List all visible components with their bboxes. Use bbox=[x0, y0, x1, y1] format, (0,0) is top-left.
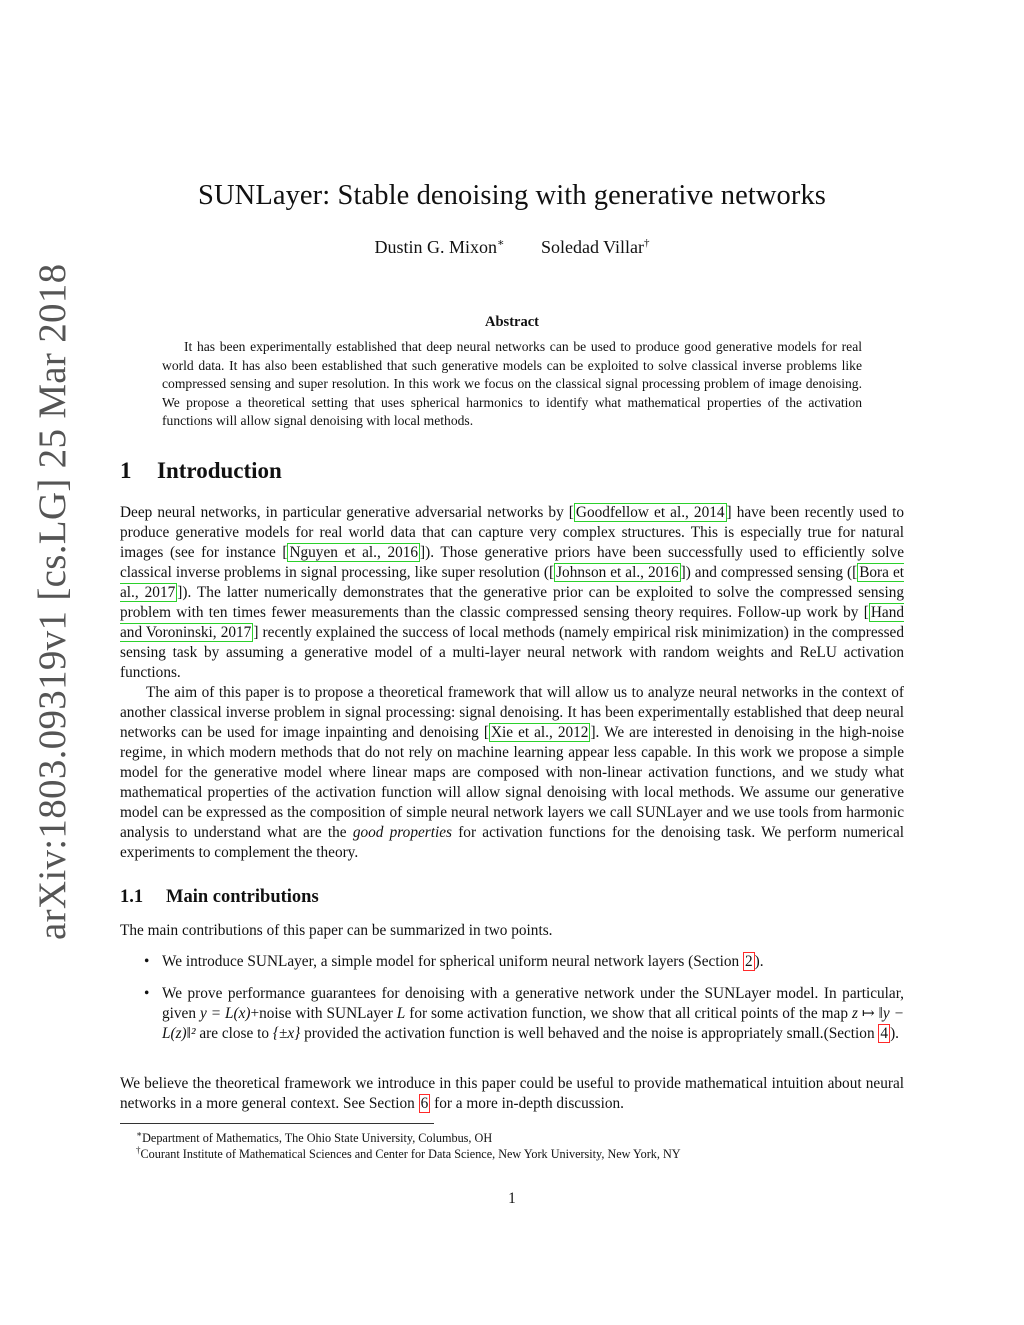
author-footnote-mark: † bbox=[644, 237, 650, 249]
author-footnote-mark: ∗ bbox=[496, 237, 505, 249]
text-span: for some activation function, we show that all critical points of the map bbox=[405, 1005, 852, 1022]
subsection-heading-main-contributions bbox=[120, 887, 319, 908]
author-list bbox=[0, 236, 1024, 258]
footnote-affiliation-2 bbox=[136, 1143, 681, 1162]
subsection-number: 1.1 bbox=[120, 887, 144, 907]
text-span: +noise with SUNLayer bbox=[250, 1005, 397, 1022]
emphasis-text: good properties bbox=[352, 824, 452, 841]
text-span: We believe the theoretical framework we introduce in this paper could be useful to provide mathematical intuition about neural networks in a more general context. See Section bbox=[120, 1075, 904, 1112]
footnote-text: Courant Institute of Mathematical Sciences and Center for Data Science, New York University, New York, NY bbox=[140, 1147, 681, 1162]
author-1 bbox=[374, 236, 504, 258]
text-span: provided the activation function is well behaved and the noise is appropriately small.(Section bbox=[300, 1025, 879, 1042]
footnote-mark: ∗ bbox=[136, 1129, 143, 1139]
section-title: Introduction bbox=[157, 458, 282, 483]
section-reference-link[interactable]: 2 bbox=[744, 953, 753, 970]
footnote-divider bbox=[120, 1123, 434, 1124]
text-span: ] have been recently used to produce generative models for real world data that can capture very complex structures. This is especially true for natural images (see for instance [ bbox=[120, 504, 904, 561]
text-span: ]). Those generative priors have been successfully used to efficiently solve classical inverse problems in signal processing, like super resolution ([ bbox=[120, 544, 904, 581]
page-number: 1 bbox=[508, 1190, 516, 1207]
citation-link[interactable]: Johnson et al., 2016 bbox=[556, 564, 679, 581]
math-expression: z ↦ ‖y − L(z)‖² bbox=[162, 1005, 904, 1042]
abstract-text: It has been experimentally established that deep neural networks can be used to produce good generative models for real world data. It has also been established that such generative models can be exploited to solve classical inverse problems like compressed sensing and super resolution. In this work we focus on the classical signal processing problem of image denoising. We propose a theoretical setting that uses spherical harmonics to identify what mathematical properties of the activation functions will allow signal denoising with local methods. bbox=[162, 339, 862, 428]
text-span: are close to bbox=[195, 1025, 273, 1042]
section-heading-introduction bbox=[120, 458, 282, 484]
subsection-title: Main contributions bbox=[166, 887, 319, 907]
text-span: We introduce SUNLayer, a simple model for spherical uniform neural network layers (Section bbox=[162, 953, 743, 970]
text-span: ). bbox=[754, 953, 764, 970]
contributions-closing-paragraph bbox=[120, 1074, 904, 1114]
math-expression: L bbox=[396, 1005, 406, 1022]
text-span: for a more in-depth discussion. bbox=[430, 1095, 625, 1112]
contributions-list bbox=[120, 952, 904, 1056]
math-expression: {±x} bbox=[272, 1025, 301, 1042]
footnote-mark: † bbox=[136, 1145, 141, 1155]
bullet-icon: • bbox=[144, 953, 150, 970]
text-span: ] recently explained the success of local methods (namely empirical risk minimization) in the compressed sensing task by assuming a generative model of a multi-layer neural network with random weights and ReLU activation functions. bbox=[120, 624, 904, 681]
citation-link[interactable]: Goodfellow et al., 2014 bbox=[575, 504, 725, 521]
citation-link[interactable]: Xie et al., 2012 bbox=[490, 724, 589, 741]
text-span: We prove performance guarantees for denoising with a generative network under the SUNLayer model. In particular, given bbox=[162, 985, 904, 1022]
footnote-text: Department of Mathematics, The Ohio State University, Columbus, OH bbox=[142, 1131, 493, 1146]
list-item bbox=[120, 984, 904, 1044]
contributions-intro: The main contributions of this paper can be summarized in two points. bbox=[120, 922, 553, 939]
text-span: Deep neural networks, in particular generative adversarial networks by [ bbox=[120, 504, 574, 521]
list-item bbox=[120, 952, 904, 972]
text-span: for activation functions for the denoising task. We perform numerical experiments to complement the theory. bbox=[120, 824, 905, 861]
intro-paragraph-1 bbox=[120, 503, 904, 683]
arxiv-identifier: arXiv:1803.09319v1 [cs.LG] 25 Mar 2018 bbox=[31, 263, 74, 940]
bullet-icon: • bbox=[144, 985, 150, 1002]
section-reference-link[interactable]: 6 bbox=[420, 1095, 429, 1112]
paper-title: SUNLayer: Stable denoising with generative networks bbox=[198, 180, 826, 211]
math-expression: y = L(x) bbox=[199, 1005, 251, 1022]
section-number: 1 bbox=[120, 458, 132, 483]
citation-link[interactable]: Hand and Voroninski, 2017 bbox=[120, 604, 904, 641]
intro-paragraph-2 bbox=[120, 683, 904, 863]
text-span: The aim of this paper is to propose a theoretical framework that will allow us to analyze neural networks in the context of another classical inverse problem in signal processing: signal denoising. It has been experimentally established that deep neural networks can be used for image inpainting and denoising [ bbox=[120, 684, 904, 741]
text-span: ]) and compressed sensing ([ bbox=[680, 564, 858, 581]
author-name: Dustin G. Mixon bbox=[374, 237, 497, 257]
text-span: ). bbox=[890, 1025, 899, 1042]
citation-link[interactable]: Bora et al., 2017 bbox=[120, 564, 904, 601]
text-span: ]. We are interested in denoising in the high-noise regime, in which modern methods that do not rely on machine learning appear less capable. In this work we propose a simple model for the generative model where linear maps are composed with non-linear activation functions, and we study what mathematical properties of the activation function will allow signal denoising with local methods. We assume our generative model can be expressed as the composition of simple neural network layers we call SUNLayer and we use tools from harmonic analysis to understand what are the bbox=[120, 724, 904, 841]
citation-link[interactable]: Nguyen et al., 2016 bbox=[289, 544, 419, 561]
abstract-heading: Abstract bbox=[485, 314, 539, 330]
text-span: ]). The latter numerically demonstrates that the generative prior can be exploited to solve the compressed sensing problem with ten times fewer measurements than the classic compressed sensing theory requires. Follow-up work by [ bbox=[120, 584, 904, 621]
section-reference-link[interactable]: 4 bbox=[880, 1025, 889, 1042]
author-name: Soledad Villar bbox=[540, 237, 645, 257]
author-2 bbox=[541, 237, 650, 258]
